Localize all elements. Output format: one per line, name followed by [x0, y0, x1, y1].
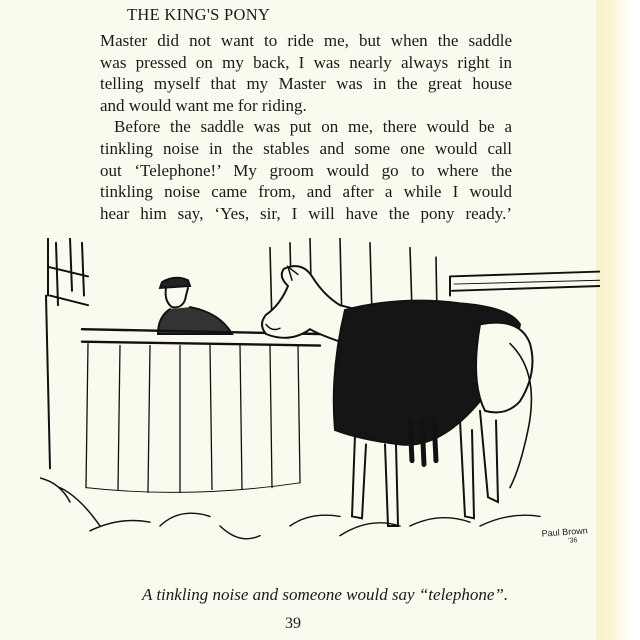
signature-name: Paul Brown — [541, 525, 588, 539]
page-number: 39 — [285, 615, 301, 632]
running-head: THE KING'S PONY — [127, 5, 271, 24]
text-line: tinkling noise came from, and after a while I would — [100, 182, 512, 202]
stall-posts — [46, 238, 88, 468]
text-line: Master did not want to ride me, but when the saddle — [100, 31, 512, 50]
text-line: hear him say, ‘Yes, sir, I will have the pony ready.’ — [100, 203, 512, 223]
illustration-stable-pony — [40, 238, 600, 550]
body-text — [100, 30, 512, 224]
groom-figure — [158, 278, 232, 334]
text-line: and would want me for riding. — [100, 95, 307, 115]
stall-fence — [82, 329, 320, 492]
artist-signature — [541, 526, 588, 547]
pony — [262, 266, 532, 526]
text-line: telling myself that my Master was in the great house — [100, 74, 512, 94]
signature-year: '36 — [568, 537, 578, 545]
page-edge — [596, 0, 640, 640]
text-line: tinkling noise in the stables and some one would call — [100, 138, 512, 158]
text-line: was pressed on my back, I was nearly always right in — [100, 52, 512, 72]
text-line: Before the saddle was put on me, there would be a — [114, 117, 512, 137]
illustration-caption: A tinkling noise and someone would say “telephone”. — [142, 585, 509, 604]
text-line: out ‘Telephone!’ My groom would go to where the — [100, 160, 512, 180]
